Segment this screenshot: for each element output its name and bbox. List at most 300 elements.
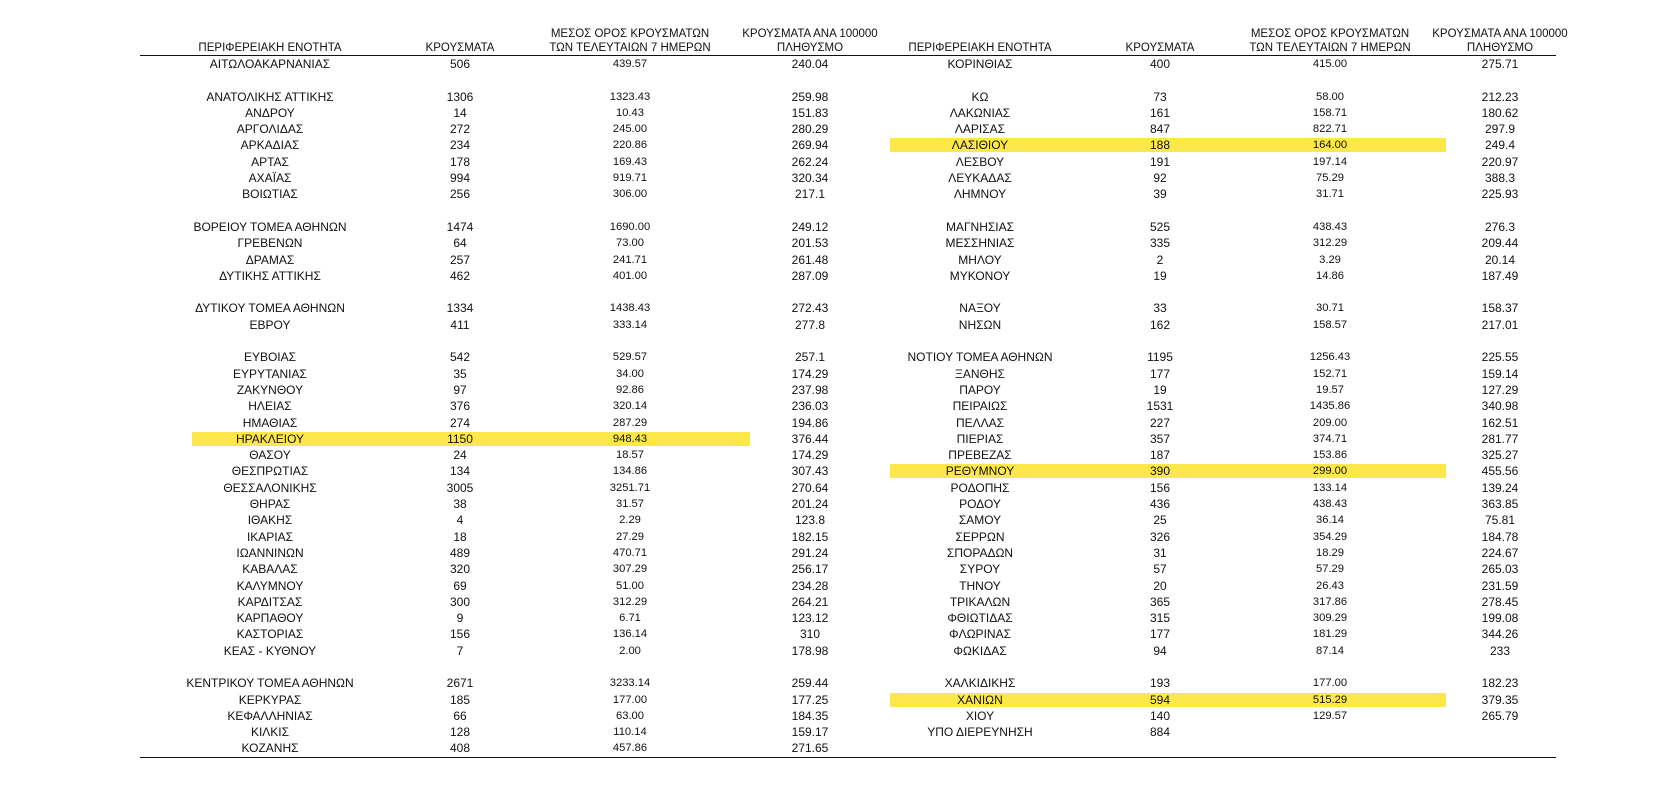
table-spacer-row	[850, 204, 1556, 220]
cases-cell: 97	[453, 382, 467, 397]
cases-cell: 335	[1149, 236, 1171, 251]
table-spacer-row	[140, 285, 850, 301]
table-row	[850, 497, 1556, 513]
per100k-cell: 225.55	[1481, 350, 1519, 365]
region-cell: ΑΝΑΤΟΛΙΚΗΣ ΑΤΤΙΚΗΣ	[206, 89, 334, 104]
table-spacer-row	[140, 73, 850, 89]
avg-cell: 317.86	[1312, 595, 1348, 608]
cases-cell: 411	[450, 317, 470, 332]
cases-cell: 489	[449, 545, 471, 560]
table-row	[140, 432, 850, 448]
cases-cell: 24	[453, 448, 467, 463]
avg-cell: 19.57	[1316, 383, 1344, 396]
per100k-cell: 261.48	[791, 252, 829, 267]
avg-cell: 1438.43	[609, 302, 651, 315]
avg-cell: 51.00	[616, 579, 644, 592]
cases-cell: 390	[1149, 464, 1171, 479]
table-row	[140, 709, 850, 725]
region-cell: ΒΟΙΩΤΙΑΣ	[242, 187, 298, 202]
cases-cell: 884	[1149, 725, 1171, 740]
avg-cell: 18.57	[616, 449, 644, 462]
header-avg-line1: ΜΕΣΟΣ ΟΡΟΣ ΚΡΟΥΣΜΑΤΩΝ	[550, 28, 710, 40]
region-cell: ΚΕΑΣ - ΚΥΘΝΟΥ	[223, 643, 317, 658]
table-row	[140, 530, 850, 546]
region-cell: ΔΥΤΙΚΟΥ ΤΟΜΕΑ ΑΘΗΝΩΝ	[195, 301, 345, 316]
per100k-cell: 194.86	[791, 415, 829, 430]
avg-cell: 438.43	[1312, 220, 1348, 233]
region-cell: ΠΕΛΛΑΣ	[955, 415, 1005, 430]
avg-cell: 919.71	[612, 172, 648, 185]
cases-cell: 1474	[446, 219, 474, 234]
per100k-cell: 272.43	[791, 301, 829, 316]
header-cases-right: ΚΡΟΥΣΜΑΤΑ	[1125, 42, 1195, 54]
avg-cell: 34.00	[616, 367, 644, 380]
table-spacer-row	[140, 204, 850, 220]
region-cell: ΕΒΡΟΥ	[249, 317, 291, 332]
avg-cell: 312.29	[1312, 237, 1348, 250]
cases-cell: 272	[449, 122, 471, 137]
region-cell: ΥΠΟ ΔΙΕΡΕΥΝΗΣΗ	[927, 725, 1033, 740]
per100k-cell: 237.98	[791, 382, 829, 397]
table-row	[850, 301, 1556, 317]
region-cell: ΚΑΒΑΛΑΣ	[242, 562, 298, 577]
region-cell: ΚΙΛΚΙΣ	[250, 725, 290, 740]
avg-cell: 309.29	[1312, 612, 1348, 625]
header-avg-line2: ΤΩΝ ΤΕΛΕΥΤΑΙΩΝ 7 ΗΜΕΡΩΝ	[1249, 42, 1411, 54]
avg-cell: 3233.14	[609, 677, 651, 690]
avg-cell: 31.71	[1316, 188, 1344, 201]
avg-cell: 439.57	[612, 58, 648, 70]
avg-cell: 181.29	[1312, 628, 1348, 641]
table-row	[140, 448, 850, 464]
table-row	[850, 318, 1556, 334]
cases-cell: 256	[449, 187, 471, 202]
header-region-left: ΠΕΡΙΦΕΡΕΙΑΚΗ ΕΝΟΤΗΤΑ	[198, 42, 342, 54]
cases-cell: 994	[449, 171, 471, 186]
cases-cell: 847	[1149, 122, 1171, 137]
avg-cell: 354.29	[1312, 530, 1348, 543]
per100k-cell: 379.35	[1481, 692, 1519, 707]
cases-cell: 408	[449, 741, 471, 756]
cases-cell: 20	[1153, 578, 1167, 593]
region-cell: ΛΗΜΝΟΥ	[953, 187, 1007, 202]
per100k-cell: 139.24	[1481, 480, 1519, 495]
header-region-right: ΠΕΡΙΦΕΡΕΙΑΚΗ ΕΝΟΤΗΤΑ	[908, 42, 1052, 54]
per100k-cell: 265.03	[1481, 562, 1519, 577]
table-row	[140, 497, 850, 513]
header-per100k-line2: ΠΛΗΘΥΣΜΟ	[776, 42, 844, 54]
region-cell: ΚΑΡΠΑΘΟΥ	[236, 611, 304, 626]
per100k-cell: 127.29	[1481, 382, 1519, 397]
table-row	[140, 416, 850, 432]
per100k-cell: 240.04	[791, 57, 829, 71]
cases-cell: 156	[449, 627, 471, 642]
avg-cell: 312.29	[612, 595, 648, 608]
avg-cell: 3251.71	[609, 481, 651, 494]
region-cell: ΚΑΛΥΜΝΟΥ	[236, 578, 304, 593]
table-row	[850, 562, 1556, 578]
cases-cell: 128	[449, 725, 471, 740]
table-row	[140, 57, 850, 73]
cases-cell: 191	[1149, 154, 1171, 169]
avg-cell: 307.29	[612, 563, 648, 576]
region-cell: ΚΑΣΤΟΡΙΑΣ	[236, 627, 304, 642]
per100k-cell: 276.3	[1484, 219, 1516, 234]
region-cell: ΤΡΙΚΑΛΩΝ	[949, 594, 1011, 609]
per100k-cell: 280.29	[791, 122, 829, 137]
avg-cell: 36.14	[1316, 514, 1344, 527]
cases-cell: 542	[449, 350, 471, 365]
cases-cell: 1150	[447, 431, 473, 446]
table-row	[140, 171, 850, 187]
per100k-cell: 269.94	[791, 138, 829, 153]
avg-cell: 3.29	[1319, 253, 1341, 266]
table-row	[140, 464, 850, 480]
avg-cell: 287.29	[612, 416, 648, 429]
region-cell: ΛΕΣΒΟΥ	[955, 154, 1005, 169]
table-row	[850, 464, 1556, 480]
avg-cell: 209.00	[1312, 416, 1348, 429]
cases-cell: 274	[449, 415, 471, 430]
table-row	[140, 301, 850, 317]
per100k-cell: 270.64	[791, 480, 829, 495]
cases-cell: 193	[1149, 676, 1171, 691]
cases-cell: 320	[449, 562, 471, 577]
table-row	[140, 546, 850, 562]
table-row	[850, 57, 1556, 73]
region-cell: ΖΑΚΥΝΘΟΥ	[236, 382, 304, 397]
avg-cell: 134.86	[612, 465, 648, 478]
cases-cell: 4	[456, 513, 464, 528]
region-cell: ΙΘΑΚΗΣ	[247, 513, 293, 528]
region-cell: ΑΙΤΩΛΟΑΚΑΡΝΑΝΙΑΣ	[209, 57, 331, 71]
table-row	[850, 432, 1556, 448]
per100k-cell: 212.23	[1481, 89, 1519, 104]
cases-cell: 18	[453, 529, 467, 544]
region-cell: ΜΗΛΟΥ	[958, 252, 1002, 267]
table-row	[140, 269, 850, 285]
region-cell: ΔΥΤΙΚΗΣ ΑΤΤΙΚΗΣ	[219, 268, 321, 283]
per100k-cell: 310	[799, 627, 821, 642]
cases-cell: 7	[456, 643, 464, 658]
cases-cell: 365	[1149, 594, 1171, 609]
avg-cell: 169.43	[612, 155, 648, 168]
avg-cell: 129.57	[1312, 709, 1348, 722]
table-row	[850, 367, 1556, 383]
per100k-cell: 174.29	[791, 448, 829, 463]
cases-cell: 227	[1149, 415, 1171, 430]
table-row	[850, 106, 1556, 122]
avg-cell: 401.00	[612, 269, 648, 282]
avg-cell: 57.29	[1316, 563, 1344, 576]
per100k-cell: 180.62	[1481, 105, 1519, 120]
per100k-cell: 225.93	[1481, 187, 1519, 202]
per100k-cell: 287.09	[791, 268, 829, 283]
avg-cell: 415.00	[1312, 58, 1348, 70]
avg-cell: 457.86	[612, 742, 648, 755]
cases-cell: 1195	[1147, 350, 1173, 365]
per100k-cell: 264.21	[791, 594, 829, 609]
table-row	[850, 546, 1556, 562]
cases-cell: 326	[1149, 529, 1171, 544]
per100k-cell: 278.45	[1481, 594, 1519, 609]
region-cell: ΘΕΣΣΑΛΟΝΙΚΗΣ	[223, 480, 317, 495]
avg-cell: 73.00	[616, 237, 644, 250]
avg-cell: 75.29	[1316, 172, 1344, 185]
per100k-cell: 259.98	[791, 89, 829, 104]
cases-cell: 594	[1149, 692, 1171, 707]
avg-cell: 948.43	[612, 432, 648, 445]
table-row	[850, 383, 1556, 399]
cases-cell: 1531	[1146, 399, 1174, 414]
table-row	[850, 579, 1556, 595]
table-row	[850, 155, 1556, 171]
region-cell: ΓΡΕΒΕΝΩΝ	[237, 236, 303, 251]
table-row	[140, 253, 850, 269]
region-cell: ΚΕΡΚΥΡΑΣ	[238, 692, 302, 707]
region-cell: ΗΛΕΙΑΣ	[248, 399, 292, 414]
table-header	[140, 22, 1568, 56]
region-cell: ΜΑΓΝΗΣΙΑΣ	[945, 219, 1015, 234]
per100k-cell: 174.29	[791, 366, 829, 381]
avg-cell: 333.14	[612, 318, 648, 331]
avg-cell: 299.00	[1312, 465, 1348, 478]
table-spacer-row	[850, 660, 1556, 676]
cases-cell: 156	[1149, 480, 1171, 495]
avg-cell: 220.86	[612, 139, 648, 152]
region-cell: ΚΩ	[971, 89, 989, 104]
region-cell: ΜΥΚΟΝΟΥ	[949, 268, 1011, 283]
region-cell: ΝΟΤΙΟΥ ΤΟΜΕΑ ΑΘΗΝΩΝ	[907, 350, 1053, 365]
cases-cell: 525	[1149, 219, 1171, 234]
bottom-rule	[140, 757, 1556, 758]
table-row	[850, 138, 1556, 154]
cases-cell: 2	[1156, 252, 1164, 267]
cases-cell: 39	[1153, 187, 1167, 202]
table-row	[850, 269, 1556, 285]
header-per100k-right	[1390, 27, 1610, 55]
table-row	[140, 595, 850, 611]
table-row	[140, 220, 850, 236]
region-cell: ΑΝΔΡΟΥ	[245, 105, 295, 120]
table-row	[850, 399, 1556, 415]
cases-cell: 400	[1149, 57, 1171, 71]
per100k-cell: 363.85	[1481, 497, 1519, 512]
table-spacer-row	[850, 285, 1556, 301]
region-cell: ΡΟΔΟΥ	[959, 497, 1001, 512]
header-cases-left: ΚΡΟΥΣΜΑΤΑ	[425, 42, 495, 54]
per100k-cell: 236.03	[791, 399, 829, 414]
region-cell: ΣΥΡΟΥ	[959, 562, 1001, 577]
cases-cell: 462	[449, 268, 471, 283]
table-row	[850, 416, 1556, 432]
avg-cell: 177.00	[612, 693, 648, 706]
per100k-cell: 233	[1489, 643, 1511, 658]
per100k-cell: 201.24	[791, 497, 829, 512]
avg-cell: 26.43	[1316, 579, 1344, 592]
region-cell: ΚΕΝΤΡΙΚΟΥ ΤΟΜΕΑ ΑΘΗΝΩΝ	[186, 676, 354, 691]
avg-cell: 1323.43	[609, 90, 651, 103]
avg-cell: 18.29	[1316, 546, 1344, 559]
cases-cell: 506	[449, 57, 471, 71]
table-row	[850, 627, 1556, 643]
table-row	[850, 220, 1556, 236]
region-cell: ΤΗΝΟΥ	[959, 578, 1001, 593]
cases-cell: 134	[449, 464, 471, 479]
avg-cell: 306.00	[612, 188, 648, 201]
per100k-cell: 277.8	[794, 317, 826, 332]
region-cell: ΡΕΘΥΜΝΟΥ	[945, 464, 1015, 479]
table-spacer-row	[850, 334, 1556, 350]
cases-cell: 14	[453, 105, 467, 120]
table-spacer-row	[850, 73, 1556, 89]
table-row	[140, 90, 850, 106]
per100k-cell: 376.44	[791, 431, 829, 446]
avg-cell: 58.00	[1316, 90, 1344, 103]
per100k-cell: 217.01	[1481, 317, 1519, 332]
region-cell: ΧΙΟΥ	[965, 708, 995, 723]
region-cell: ΑΡΚΑΔΙΑΣ	[240, 138, 300, 153]
per100k-cell: 184.35	[791, 708, 829, 723]
table-row	[850, 513, 1556, 529]
region-cell: ΜΕΣΣΗΝΙΑΣ	[945, 236, 1015, 251]
region-cell: ΑΡΤΑΣ	[251, 154, 289, 169]
cases-cell: 19	[1153, 268, 1167, 283]
avg-cell: 153.86	[1312, 449, 1348, 462]
per100k-cell: 271.65	[791, 741, 829, 756]
per100k-cell: 178.98	[791, 643, 829, 658]
region-cell: ΣΑΜΟΥ	[958, 513, 1002, 528]
per100k-cell: 20.14	[1484, 252, 1516, 267]
table-row	[850, 644, 1556, 660]
table-row	[140, 106, 850, 122]
region-cell: ΦΘΙΩΤΙΔΑΣ	[947, 611, 1013, 626]
avg-cell: 822.71	[1312, 123, 1348, 136]
avg-cell: 177.00	[1312, 677, 1348, 690]
cases-cell: 315	[1149, 611, 1171, 626]
avg-cell: 158.71	[1312, 106, 1348, 119]
avg-cell: 374.71	[1312, 432, 1348, 445]
region-cell: ΘΗΡΑΣ	[249, 497, 291, 512]
avg-cell: 164.00	[1312, 139, 1348, 152]
cases-cell: 140	[1149, 708, 1171, 723]
header-rule	[140, 55, 1556, 56]
region-cell: ΑΧΑΪΑΣ	[248, 171, 292, 186]
region-cell: ΚΟΡΙΝΘΙΑΣ	[947, 57, 1013, 71]
table-spacer-row	[140, 660, 850, 676]
avg-cell: 529.57	[612, 351, 648, 364]
per100k-cell: 291.24	[791, 545, 829, 560]
avg-cell: 63.00	[616, 709, 644, 722]
table-row	[140, 579, 850, 595]
cases-cell: 35	[453, 366, 467, 381]
region-cell: ΗΡΑΚΛΕΙΟΥ	[235, 431, 305, 446]
table-spacer-row	[140, 334, 850, 350]
table-row	[140, 138, 850, 154]
table-row	[140, 481, 850, 497]
cases-cell: 64	[453, 236, 467, 251]
table-row	[850, 187, 1556, 203]
table-row	[850, 611, 1556, 627]
table-row	[140, 350, 850, 366]
per100k-cell: 187.49	[1481, 268, 1519, 283]
table-row	[850, 171, 1556, 187]
per100k-cell: 259.44	[791, 676, 829, 691]
cases-cell: 187	[1149, 448, 1171, 463]
per100k-cell: 184.78	[1481, 529, 1519, 544]
cases-cell: 1306	[446, 89, 474, 104]
region-cell: ΠΙΕΡΙΑΣ	[956, 431, 1004, 446]
table-row	[140, 367, 850, 383]
per100k-cell: 262.24	[791, 154, 829, 169]
table-row	[140, 236, 850, 252]
per100k-cell: 159.17	[791, 725, 829, 740]
region-cell: ΣΕΡΡΩΝ	[955, 529, 1005, 544]
table-row	[850, 693, 1556, 709]
region-cell: ΧΑΝΙΩΝ	[957, 692, 1003, 707]
avg-cell: 245.00	[612, 123, 648, 136]
region-cell: ΛΑΚΩΝΙΑΣ	[949, 105, 1011, 120]
cases-cell: 234	[449, 138, 471, 153]
avg-cell: 197.14	[1312, 155, 1348, 168]
per100k-cell: 158.37	[1481, 301, 1519, 316]
region-cell: ΠΑΡΟΥ	[959, 382, 1001, 397]
cases-cell: 185	[449, 692, 471, 707]
cases-cell: 69	[453, 578, 467, 593]
per100k-cell: 220.97	[1481, 154, 1519, 169]
per100k-cell: 199.08	[1481, 611, 1519, 626]
per100k-cell: 297.9	[1484, 122, 1516, 137]
table-row	[140, 741, 850, 757]
avg-cell: 1256.43	[1309, 351, 1351, 364]
avg-cell: 27.29	[616, 530, 644, 543]
per100k-cell: 265.79	[1481, 708, 1519, 723]
per100k-cell: 388.3	[1484, 171, 1516, 186]
table-row	[850, 122, 1556, 138]
avg-cell: 1690.00	[609, 220, 651, 233]
cases-cell: 1334	[446, 301, 474, 316]
region-cell: ΣΠΟΡΑΔΩΝ	[946, 545, 1014, 560]
cases-cell: 178	[449, 154, 471, 169]
table-row	[140, 318, 850, 334]
table-row	[850, 448, 1556, 464]
per100k-cell: 320.34	[791, 171, 829, 186]
table-row	[850, 725, 1556, 741]
region-cell: ΦΩΚΙΔΑΣ	[953, 643, 1007, 658]
region-cell: ΠΡΕΒΕΖΑΣ	[948, 448, 1012, 463]
region-cell: ΗΜΑΘΙΑΣ	[242, 415, 298, 430]
cases-cell: 94	[1153, 643, 1167, 658]
region-cell: ΧΑΛΚΙΔΙΚΗΣ	[944, 676, 1016, 691]
per100k-cell: 307.43	[791, 464, 829, 479]
table-row	[140, 693, 850, 709]
region-cell: ΦΛΩΡΙΝΑΣ	[949, 627, 1011, 642]
table-row	[140, 383, 850, 399]
region-cell: ΚΟΖΑΝΗΣ	[241, 741, 299, 756]
per100k-cell: 249.4	[1484, 138, 1516, 153]
cases-cell: 161	[1149, 105, 1171, 120]
avg-cell: 136.14	[612, 628, 648, 641]
avg-cell: 438.43	[1312, 498, 1348, 511]
per100k-cell: 123.12	[791, 611, 829, 626]
table-row	[140, 611, 850, 627]
table-row	[140, 155, 850, 171]
per100k-cell: 249.12	[791, 219, 829, 234]
region-cell: ΘΕΣΠΡΩΤΙΑΣ	[231, 464, 309, 479]
avg-cell: 31.57	[616, 498, 644, 511]
cases-cell: 357	[1149, 431, 1171, 446]
table-row	[140, 725, 850, 741]
